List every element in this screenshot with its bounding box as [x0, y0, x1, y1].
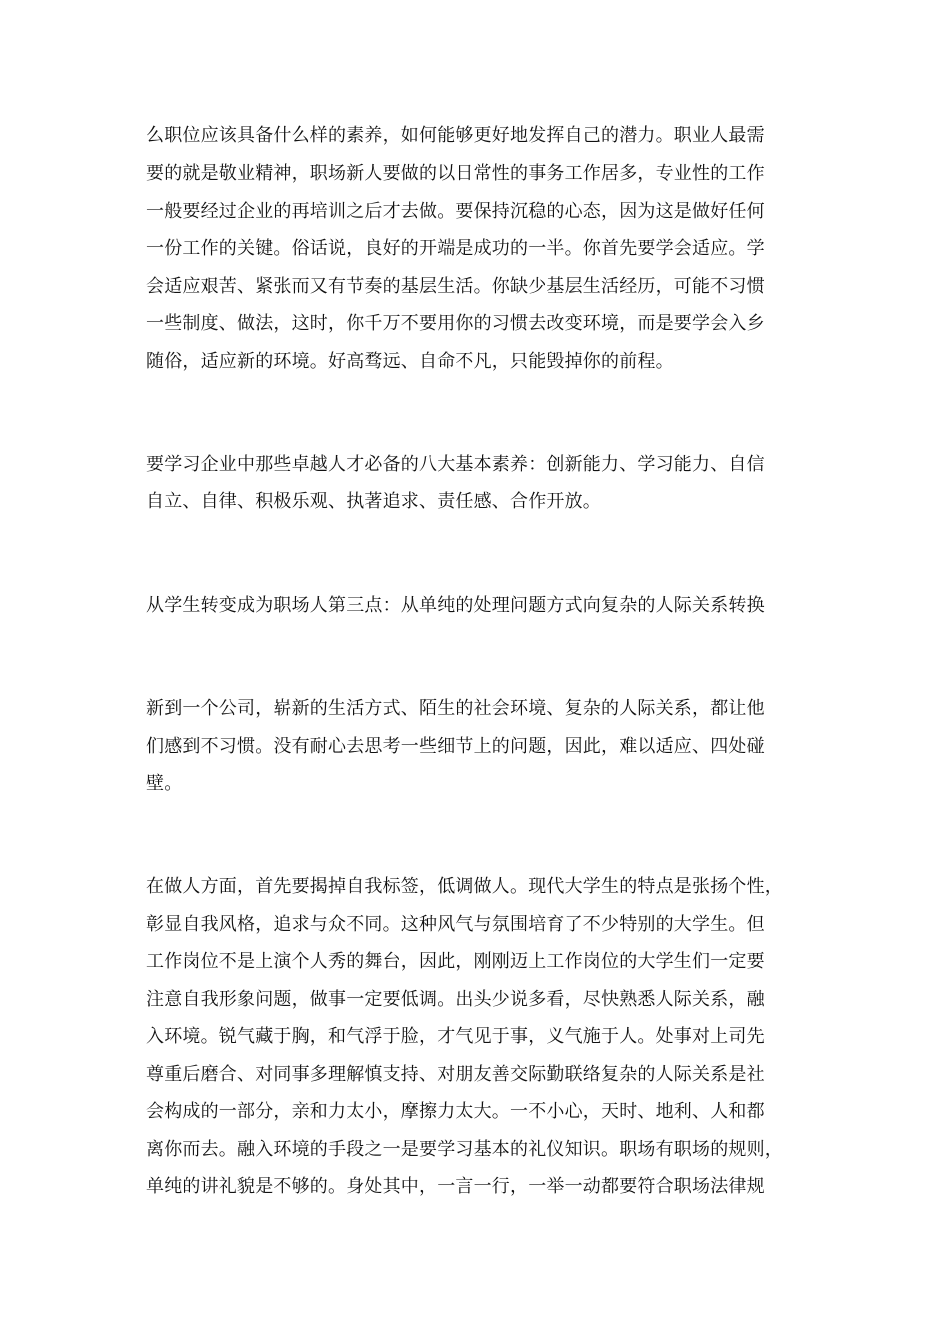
text-line: 离你而去。融入环境的手段之一是要学习基本的礼仪知识。职场有职场的规则， [146, 1139, 783, 1160]
text-line: 一些制度、做法，这时，你千万不要用你的习惯去改变环境，而是要学会入乡 [146, 313, 765, 334]
text-line: 么职位应该具备什么样的素养，如何能够更好地发挥自己的潜力。职业人最需 [146, 125, 765, 146]
text-line: 自立、自律、积极乐观、执著追求、责任感、合作开放。 [146, 491, 601, 512]
text-line: 新到一个公司，崭新的生活方式、陌生的社会环境、复杂的人际关系，都让他 [146, 698, 765, 719]
text-line: 在做人方面，首先要揭掉自我标签，低调做人。现代大学生的特点是张扬个性， [146, 876, 783, 897]
text-line: 工作岗位不是上演个人秀的舞台，因此，刚刚迈上工作岗位的大学生们一定要 [146, 951, 765, 972]
text-line: 尊重后磨合、对同事多理解慎支持、对朋友善交际勤联络复杂的人际关系是社 [146, 1064, 765, 1085]
text-line: 单纯的讲礼貌是不够的。身处其中，一言一行，一举一动都要符合职场法律规 [146, 1176, 765, 1197]
section-heading: 从学生转变成为职场人第三点：从单纯的处理问题方式向复杂的人际关系转换 [146, 595, 765, 616]
text-line: 一份工作的关键。俗话说，良好的开端是成功的一半。你首先要学会适应。学 [146, 238, 765, 259]
text-line: 要的就是敬业精神，职场新人要做的以日常性的事务工作居多，专业性的工作 [146, 163, 765, 184]
text-line: 会适应艰苦、紧张而又有节奏的基层生活。你缺少基层生活经历，可能不习惯 [146, 276, 765, 297]
text-line: 入环境。锐气藏于胸，和气浮于脸，才气见于事，义气施于人。处事对上司先 [146, 1026, 765, 1047]
text-line: 一般要经过企业的再培训之后才去做。要保持沉稳的心态，因为这是做好任何 [146, 201, 765, 222]
text-line: 随俗，适应新的环境。好高骛远、自命不凡，只能毁掉你的前程。 [146, 351, 674, 372]
text-line: 会构成的一部分，亲和力太小，摩擦力太大。一不小心，天时、地利、人和都 [146, 1101, 765, 1122]
text-line: 壁。 [146, 773, 183, 794]
text-line: 要学习企业中那些卓越人才必备的八大基本素养：创新能力、学习能力、自信 [146, 454, 765, 475]
text-line: 们感到不习惯。没有耐心去思考一些细节上的问题，因此，难以适应、四处碰 [146, 736, 765, 757]
text-line: 彰显自我风格，追求与众不同。这种风气与氛围培育了不少特别的大学生。但 [146, 914, 765, 935]
text-line: 注意自我形象问题，做事一定要低调。出头少说多看，尽快熟悉人际关系，融 [146, 989, 765, 1010]
